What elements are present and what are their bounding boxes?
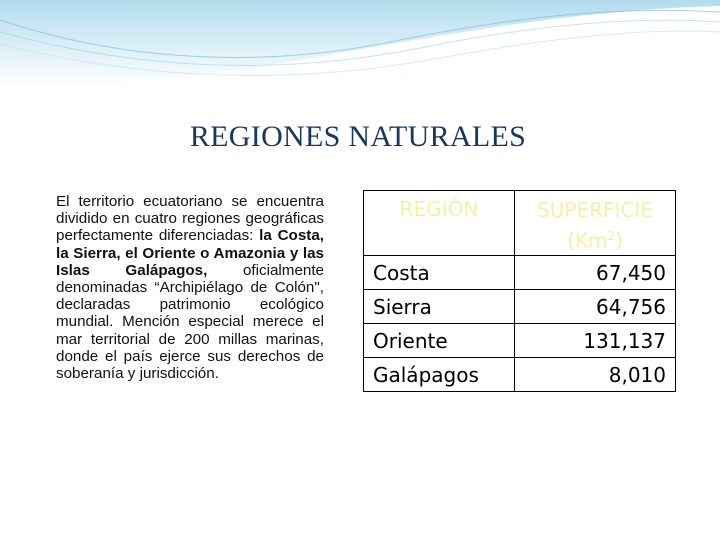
slide-title: REGIONES NATURALES	[189, 120, 527, 153]
table-row	[364, 290, 676, 324]
cell-region: Oriente	[364, 324, 515, 358]
cell-region: Galápagos	[364, 358, 515, 392]
cell-surface: 8,010	[515, 358, 676, 392]
table-header-row	[364, 191, 676, 256]
body-paragraph	[56, 193, 324, 382]
paragraph-text-1: El territorio ecuatoriano se encuentra dividido en cuatro regiones geográficas perfectamente diferenciadas:	[56, 193, 324, 245]
paragraph-bold-regions: la Costa, la Sierra, el Oriente o Amazonia y las Islas Galápagos,	[56, 227, 324, 279]
table-row	[364, 256, 676, 290]
header-surface-close: )	[615, 228, 623, 253]
header-surface-label: SUPERFICIE	[537, 198, 653, 222]
cell-surface: 131,137	[515, 324, 676, 358]
table-row	[364, 358, 676, 392]
regions-table	[363, 190, 676, 392]
decorative-wave-header	[0, 0, 720, 110]
paragraph-text-2: oficialmente denominadas “Archipiélago de Colón", declaradas patrimonio ecológico mundial. Mención especial merece el mar territorial de 200 millas marinas, donde el país ejerce sus derechos de soberanía y jurisdicción.	[56, 261, 325, 383]
cell-region: Sierra	[364, 290, 515, 324]
header-region: REGIÓN	[364, 191, 515, 256]
table-row	[364, 324, 676, 358]
header-surface-unit: (Km	[567, 228, 608, 253]
cell-surface: 64,756	[515, 290, 676, 324]
header-surface-sup: 2	[607, 229, 616, 243]
header-surface	[515, 191, 676, 256]
cell-region: Costa	[364, 256, 515, 290]
cell-surface: 67,450	[515, 256, 676, 290]
